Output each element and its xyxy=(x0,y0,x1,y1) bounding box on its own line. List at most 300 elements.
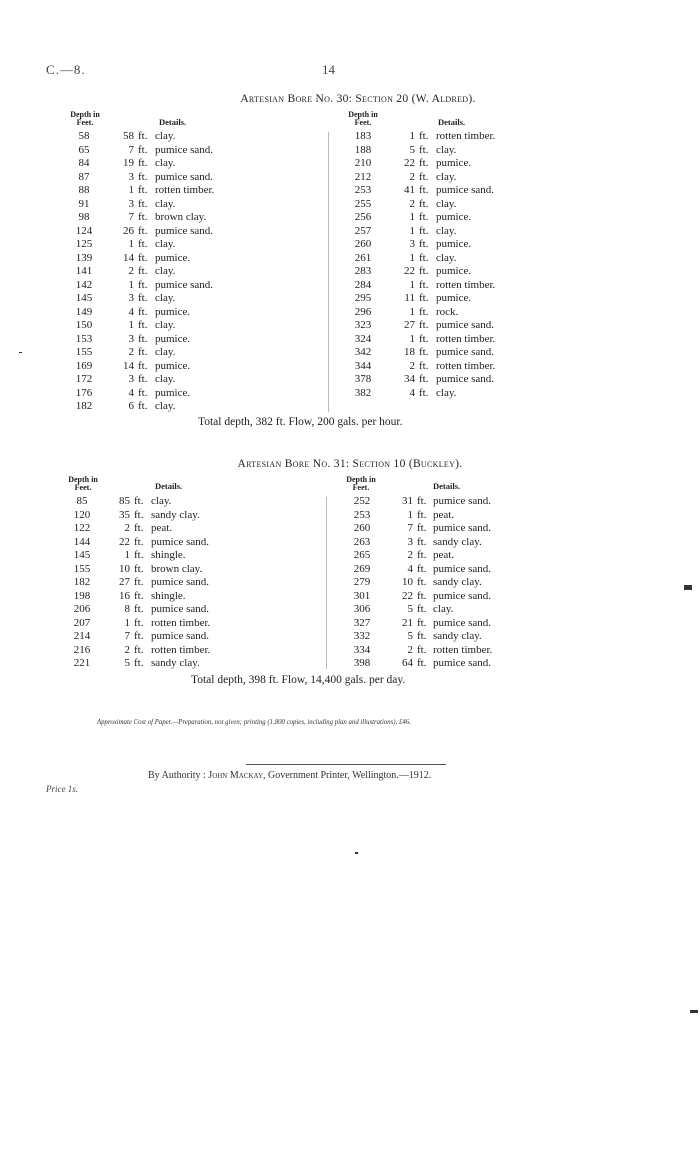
unit-cell: ft. xyxy=(138,305,148,318)
bore-30-left-details-header: Details. xyxy=(159,117,187,127)
unit-cell: ft. xyxy=(419,305,429,318)
depth-cell: 306 xyxy=(353,603,371,615)
bore-30-left-depth-header: Depth in Feet. xyxy=(70,110,100,127)
material-cell: clay. xyxy=(155,373,176,385)
table-row xyxy=(0,130,700,144)
depth-cell: 198 xyxy=(73,589,91,602)
material-cell: clay. xyxy=(436,170,457,183)
material-cell: clay. xyxy=(155,238,176,250)
thickness-cell: 7 xyxy=(124,630,130,642)
depth-cell: 279 xyxy=(353,576,371,588)
table-row xyxy=(0,319,700,333)
depth-cell: 295 xyxy=(354,292,372,304)
depth-cell: 141 xyxy=(75,265,93,277)
material-cell: pumice. xyxy=(155,305,191,318)
depth-cell: 327 xyxy=(353,616,371,629)
material-cell: pumice sand. xyxy=(433,616,492,629)
unit-cell: ft. xyxy=(138,292,148,304)
depth-cell: 87 xyxy=(78,170,90,183)
material-cell: pumice. xyxy=(436,211,472,223)
material-cell: pumice sand. xyxy=(155,278,214,291)
unit-cell: ft. xyxy=(419,292,429,304)
table-row xyxy=(0,144,700,158)
depth-cell: 144 xyxy=(73,535,91,548)
depth-cell: 182 xyxy=(75,400,93,412)
thickness-cell: 5 xyxy=(407,603,413,615)
unit-cell: ft. xyxy=(138,211,148,223)
material-cell: pumice. xyxy=(436,238,472,250)
depth-cell: 265 xyxy=(353,549,371,561)
table-row xyxy=(0,211,700,225)
depth-cell: 91 xyxy=(78,197,90,210)
unit-cell: ft. xyxy=(419,346,429,358)
material-cell: pumice sand. xyxy=(436,319,495,331)
material-cell: pumice sand. xyxy=(436,346,495,358)
depth-cell: 58 xyxy=(78,130,90,142)
depth-cell: 88 xyxy=(78,184,90,196)
thickness-cell: 16 xyxy=(119,589,130,602)
material-cell: clay. xyxy=(155,130,176,142)
table-row xyxy=(0,333,700,347)
thickness-cell: 19 xyxy=(123,157,134,169)
unit-cell: ft. xyxy=(419,170,429,183)
unit-cell: ft. xyxy=(134,562,144,575)
table-row xyxy=(0,644,700,658)
thickness-cell: 3 xyxy=(128,332,134,345)
material-cell: pumice sand. xyxy=(151,630,210,642)
authority-prefix: By Authority : xyxy=(148,770,206,781)
unit-cell: ft. xyxy=(134,549,144,561)
table-row xyxy=(0,306,700,320)
material-cell: peat. xyxy=(433,549,455,561)
unit-cell: ft. xyxy=(417,630,427,642)
thickness-cell: 5 xyxy=(407,630,413,642)
depth-cell: 260 xyxy=(354,238,372,250)
thickness-cell: 1 xyxy=(128,184,134,196)
unit-cell: ft. xyxy=(419,359,429,372)
thickness-cell: 10 xyxy=(402,576,413,588)
unit-cell: ft. xyxy=(134,495,144,507)
thickness-cell: 7 xyxy=(128,211,134,223)
unit-cell: ft. xyxy=(417,643,427,656)
depth-cell: 296 xyxy=(354,305,372,318)
unit-cell: ft. xyxy=(134,589,144,602)
authority-suffix: Government Printer, Wellington.—1912. xyxy=(268,770,432,781)
thickness-cell: 31 xyxy=(402,495,413,507)
thickness-cell: 4 xyxy=(128,386,134,399)
depth-cell: 176 xyxy=(75,386,93,399)
material-cell: clay. xyxy=(155,157,176,169)
material-cell: sandy clay. xyxy=(433,535,482,548)
unit-cell: ft. xyxy=(419,211,429,223)
unit-cell: ft. xyxy=(138,373,148,385)
table-row xyxy=(0,536,700,550)
depth-cell: 256 xyxy=(354,211,372,223)
unit-cell: ft. xyxy=(419,265,429,277)
thickness-cell: 4 xyxy=(128,305,134,318)
scan-speck xyxy=(690,1010,698,1013)
unit-cell: ft. xyxy=(417,657,427,669)
thickness-cell: 64 xyxy=(402,657,413,669)
depth-cell: 301 xyxy=(353,589,371,602)
table-row xyxy=(0,617,700,631)
material-cell: clay. xyxy=(436,197,457,210)
unit-cell: ft. xyxy=(138,184,148,196)
thickness-cell: 2 xyxy=(128,265,134,277)
material-cell: rock. xyxy=(436,305,459,318)
material-cell: pumice sand. xyxy=(433,562,492,575)
depth-cell: 283 xyxy=(354,265,372,277)
thickness-cell: 1 xyxy=(128,238,134,250)
depth-cell: 155 xyxy=(75,346,93,358)
table-row xyxy=(0,373,700,387)
unit-cell: ft. xyxy=(134,657,144,669)
thickness-cell: 2 xyxy=(128,346,134,358)
material-cell: rotten timber. xyxy=(433,643,493,656)
thickness-cell: 1 xyxy=(409,278,415,291)
material-cell: clay. xyxy=(155,319,176,331)
unit-cell: ft. xyxy=(138,157,148,169)
unit-cell: ft. xyxy=(419,319,429,331)
unit-cell: ft. xyxy=(419,238,429,250)
depth-cell: 269 xyxy=(353,562,371,575)
material-cell: clay. xyxy=(436,143,457,156)
unit-cell: ft. xyxy=(138,278,148,291)
unit-cell: ft. xyxy=(134,616,144,629)
table-row xyxy=(0,387,700,401)
thickness-cell: 2 xyxy=(409,197,415,210)
material-cell: pumice. xyxy=(436,265,472,277)
unit-cell: ft. xyxy=(138,251,148,264)
depth-cell: 253 xyxy=(354,184,372,196)
table-row xyxy=(0,360,700,374)
material-cell: rotten timber. xyxy=(436,278,496,291)
unit-cell: ft. xyxy=(134,535,144,548)
table-row xyxy=(0,184,700,198)
scan-speck xyxy=(19,352,22,353)
unit-cell: ft. xyxy=(134,643,144,656)
unit-cell: ft. xyxy=(419,224,429,237)
table-row xyxy=(0,400,330,414)
material-cell: clay. xyxy=(155,265,176,277)
thickness-cell: 5 xyxy=(409,143,415,156)
unit-cell: ft. xyxy=(417,495,427,507)
unit-cell: ft. xyxy=(138,359,148,372)
depth-cell: 169 xyxy=(75,359,93,372)
thickness-cell: 27 xyxy=(404,319,415,331)
depth-cell: 155 xyxy=(73,562,91,575)
thickness-cell: 1 xyxy=(409,332,415,345)
depth-cell: 342 xyxy=(354,346,372,358)
unit-cell: ft. xyxy=(138,265,148,277)
unit-cell: ft. xyxy=(134,630,144,642)
table-row xyxy=(0,265,700,279)
material-cell: clay. xyxy=(155,400,176,412)
unit-cell: ft. xyxy=(138,319,148,331)
bore-30-summary: Total depth, 382 ft. Flow, 200 gals. per hour. xyxy=(198,416,403,428)
unit-cell: ft. xyxy=(417,616,427,629)
depth-cell: 150 xyxy=(75,319,93,331)
thickness-cell: 3 xyxy=(409,238,415,250)
material-cell: clay. xyxy=(151,495,172,507)
unit-cell: ft. xyxy=(417,508,427,521)
material-cell: pumice sand. xyxy=(151,576,210,588)
thickness-cell: 34 xyxy=(404,373,415,385)
material-cell: pumice sand. xyxy=(433,589,492,602)
table-row xyxy=(0,346,700,360)
thickness-cell: 7 xyxy=(407,522,413,534)
depth-cell: 212 xyxy=(354,170,372,183)
thickness-cell: 2 xyxy=(407,643,413,656)
material-cell: pumice sand. xyxy=(433,495,492,507)
material-cell: rotten timber. xyxy=(151,616,211,629)
unit-cell: ft. xyxy=(419,197,429,210)
bore-31-title: Artesian Bore No. 31: Section 10 (Buckley). xyxy=(237,458,463,470)
table-row xyxy=(0,576,700,590)
thickness-cell: 14 xyxy=(123,359,134,372)
material-cell: clay. xyxy=(155,197,176,210)
table-row xyxy=(0,171,700,185)
thickness-cell: 3 xyxy=(128,292,134,304)
bore-30-right-details-header: Details. xyxy=(438,117,466,127)
unit-cell: ft. xyxy=(417,562,427,575)
thickness-cell: 3 xyxy=(128,373,134,385)
thickness-cell: 6 xyxy=(128,400,134,412)
unit-cell: ft. xyxy=(138,130,148,142)
depth-cell: 188 xyxy=(354,143,372,156)
table-row xyxy=(0,225,700,239)
material-cell: pumice sand. xyxy=(433,522,492,534)
thickness-cell: 4 xyxy=(407,562,413,575)
unit-cell: ft. xyxy=(419,157,429,169)
depth-cell: 124 xyxy=(75,224,93,237)
unit-cell: ft. xyxy=(419,130,429,142)
unit-cell: ft. xyxy=(419,332,429,345)
thickness-cell: 1 xyxy=(409,224,415,237)
depth-cell: 125 xyxy=(75,238,93,250)
material-cell: pumice. xyxy=(155,332,191,345)
document-reference: C.—8. xyxy=(46,62,86,77)
depth-cell: 263 xyxy=(353,535,371,548)
material-cell: pumice sand. xyxy=(436,373,495,385)
table-row xyxy=(0,292,700,306)
table-row xyxy=(0,509,700,523)
material-cell: shingle. xyxy=(151,589,186,602)
unit-cell: ft. xyxy=(419,184,429,196)
depth-cell: 142 xyxy=(75,278,93,291)
unit-cell: ft. xyxy=(419,386,429,399)
material-cell: sandy clay. xyxy=(151,508,200,521)
unit-cell: ft. xyxy=(417,589,427,602)
depth-cell: 149 xyxy=(75,305,93,318)
depth-cell: 378 xyxy=(354,373,372,385)
depth-cell: 252 xyxy=(353,495,371,507)
material-cell: pumice. xyxy=(155,251,191,264)
price: Price 1s. xyxy=(46,784,78,794)
thickness-cell: 2 xyxy=(407,549,413,561)
thickness-cell: 11 xyxy=(404,292,415,304)
thickness-cell: 35 xyxy=(119,508,130,521)
thickness-cell: 2 xyxy=(124,522,130,534)
thickness-cell: 22 xyxy=(402,589,413,602)
thickness-cell: 1 xyxy=(124,616,130,629)
table-row xyxy=(0,238,700,252)
table-row xyxy=(0,657,700,671)
depth-cell: 98 xyxy=(78,211,90,223)
unit-cell: ft. xyxy=(134,603,144,615)
table-row xyxy=(0,549,700,563)
material-cell: rotten timber. xyxy=(436,359,496,372)
table-row xyxy=(0,630,700,644)
table-row xyxy=(0,252,700,266)
material-cell: pumice sand. xyxy=(155,170,214,183)
depth-cell: 85 xyxy=(76,495,88,507)
depth-cell: 139 xyxy=(75,251,93,264)
thickness-cell: 1 xyxy=(128,278,134,291)
material-cell: pumice. xyxy=(155,359,191,372)
bore-31-right-depth-header: Depth in Feet. xyxy=(346,475,376,492)
table-row xyxy=(0,522,700,536)
material-cell: clay. xyxy=(155,292,176,304)
thickness-cell: 2 xyxy=(124,643,130,656)
thickness-cell: 26 xyxy=(123,224,134,237)
thickness-cell: 2 xyxy=(409,359,415,372)
unit-cell: ft. xyxy=(138,400,148,412)
depth-cell: 334 xyxy=(353,643,371,656)
thickness-cell: 22 xyxy=(119,535,130,548)
unit-cell: ft. xyxy=(417,535,427,548)
material-cell: pumice. xyxy=(155,386,191,399)
depth-cell: 332 xyxy=(353,630,371,642)
unit-cell: ft. xyxy=(419,278,429,291)
page-number: 14 xyxy=(322,62,335,77)
depth-cell: 214 xyxy=(73,630,91,642)
bore-31-summary: Total depth, 398 ft. Flow, 14,400 gals. per day. xyxy=(191,674,406,686)
cost-note: Approximate Cost of Paper.—Preparation, not given; printing (1,800 copies, including plan and illustrations), £46. xyxy=(97,719,411,726)
depth-cell: 260 xyxy=(353,522,371,534)
material-cell: clay. xyxy=(436,224,457,237)
printer-name: John Mackay, xyxy=(208,770,266,781)
material-cell: rotten timber. xyxy=(155,184,215,196)
depth-cell: 344 xyxy=(354,359,372,372)
material-cell: clay. xyxy=(433,603,454,615)
table-row xyxy=(0,603,700,617)
thickness-cell: 58 xyxy=(123,130,134,142)
bore-31-right-details-header: Details. xyxy=(433,481,461,491)
depth-cell: 253 xyxy=(353,508,371,521)
material-cell: pumice sand. xyxy=(151,535,210,548)
unit-cell: ft. xyxy=(134,576,144,588)
thickness-cell: 22 xyxy=(404,157,415,169)
thickness-cell: 41 xyxy=(404,184,415,196)
material-cell: pumice. xyxy=(436,157,472,169)
depth-cell: 382 xyxy=(354,386,372,399)
bore-30-right-depth-header: Depth in Feet. xyxy=(348,110,378,127)
scan-speck xyxy=(684,585,692,590)
depth-cell: 172 xyxy=(75,373,93,385)
depth-cell: 65 xyxy=(78,143,90,156)
table-row xyxy=(0,157,700,171)
material-cell: pumice sand. xyxy=(433,657,492,669)
unit-cell: ft. xyxy=(138,238,148,250)
depth-cell: 284 xyxy=(354,278,372,291)
thickness-cell: 1 xyxy=(407,508,413,521)
depth-cell: 182 xyxy=(73,576,91,588)
thickness-cell: 14 xyxy=(123,251,134,264)
material-cell: pumice. xyxy=(436,292,472,304)
unit-cell: ft. xyxy=(138,346,148,358)
material-cell: sandy clay. xyxy=(433,576,482,588)
depth-cell: 183 xyxy=(354,130,372,142)
thickness-cell: 22 xyxy=(404,265,415,277)
material-cell: peat. xyxy=(433,508,455,521)
depth-cell: 122 xyxy=(73,522,91,534)
depth-cell: 207 xyxy=(73,616,91,629)
unit-cell: ft. xyxy=(417,603,427,615)
thickness-cell: 3 xyxy=(128,197,134,210)
depth-cell: 323 xyxy=(354,319,372,331)
material-cell: brown clay. xyxy=(155,211,207,223)
thickness-cell: 7 xyxy=(128,143,134,156)
depth-cell: 210 xyxy=(354,157,372,169)
thickness-cell: 21 xyxy=(402,616,413,629)
unit-cell: ft. xyxy=(138,224,148,237)
depth-cell: 84 xyxy=(78,157,90,169)
depth-cell: 206 xyxy=(73,603,91,615)
thickness-cell: 2 xyxy=(409,170,415,183)
thickness-cell: 10 xyxy=(119,562,130,575)
bore-31-right-table xyxy=(0,495,700,671)
unit-cell: ft. xyxy=(417,549,427,561)
thickness-cell: 85 xyxy=(119,495,130,507)
unit-cell: ft. xyxy=(138,170,148,183)
material-cell: rotten timber. xyxy=(151,643,211,656)
material-cell: clay. xyxy=(155,346,176,358)
unit-cell: ft. xyxy=(134,508,144,521)
unit-cell: ft. xyxy=(419,251,429,264)
unit-cell: ft. xyxy=(138,197,148,210)
unit-cell: ft. xyxy=(138,143,148,156)
material-cell: rotten timber. xyxy=(436,332,496,345)
material-cell: clay. xyxy=(436,251,457,264)
thickness-cell: 1 xyxy=(409,251,415,264)
unit-cell: ft. xyxy=(417,522,427,534)
material-cell: clay. xyxy=(436,386,457,399)
thickness-cell: 8 xyxy=(124,603,130,615)
unit-cell: ft. xyxy=(138,332,148,345)
depth-cell: 398 xyxy=(353,657,371,669)
material-cell: shingle. xyxy=(151,549,186,561)
unit-cell: ft. xyxy=(417,576,427,588)
depth-cell: 324 xyxy=(354,332,372,345)
table-row xyxy=(0,198,700,212)
unit-cell: ft. xyxy=(419,143,429,156)
material-cell: sandy clay. xyxy=(151,657,200,669)
thickness-cell: 1 xyxy=(409,130,415,142)
unit-cell: ft. xyxy=(134,522,144,534)
material-cell: rotten timber. xyxy=(436,130,496,142)
unit-cell: ft. xyxy=(138,386,148,399)
footer-rule xyxy=(246,764,446,765)
material-cell: brown clay. xyxy=(151,562,203,575)
depth-cell: 257 xyxy=(354,224,372,237)
scan-speck xyxy=(355,852,358,854)
table-row xyxy=(0,590,700,604)
bore-30-title: Artesian Bore No. 30: Section 20 (W. Aldred). xyxy=(240,93,476,105)
depth-cell: 153 xyxy=(75,332,93,345)
thickness-cell: 1 xyxy=(409,305,415,318)
bore-31-left-details-header: Details. xyxy=(155,481,183,491)
